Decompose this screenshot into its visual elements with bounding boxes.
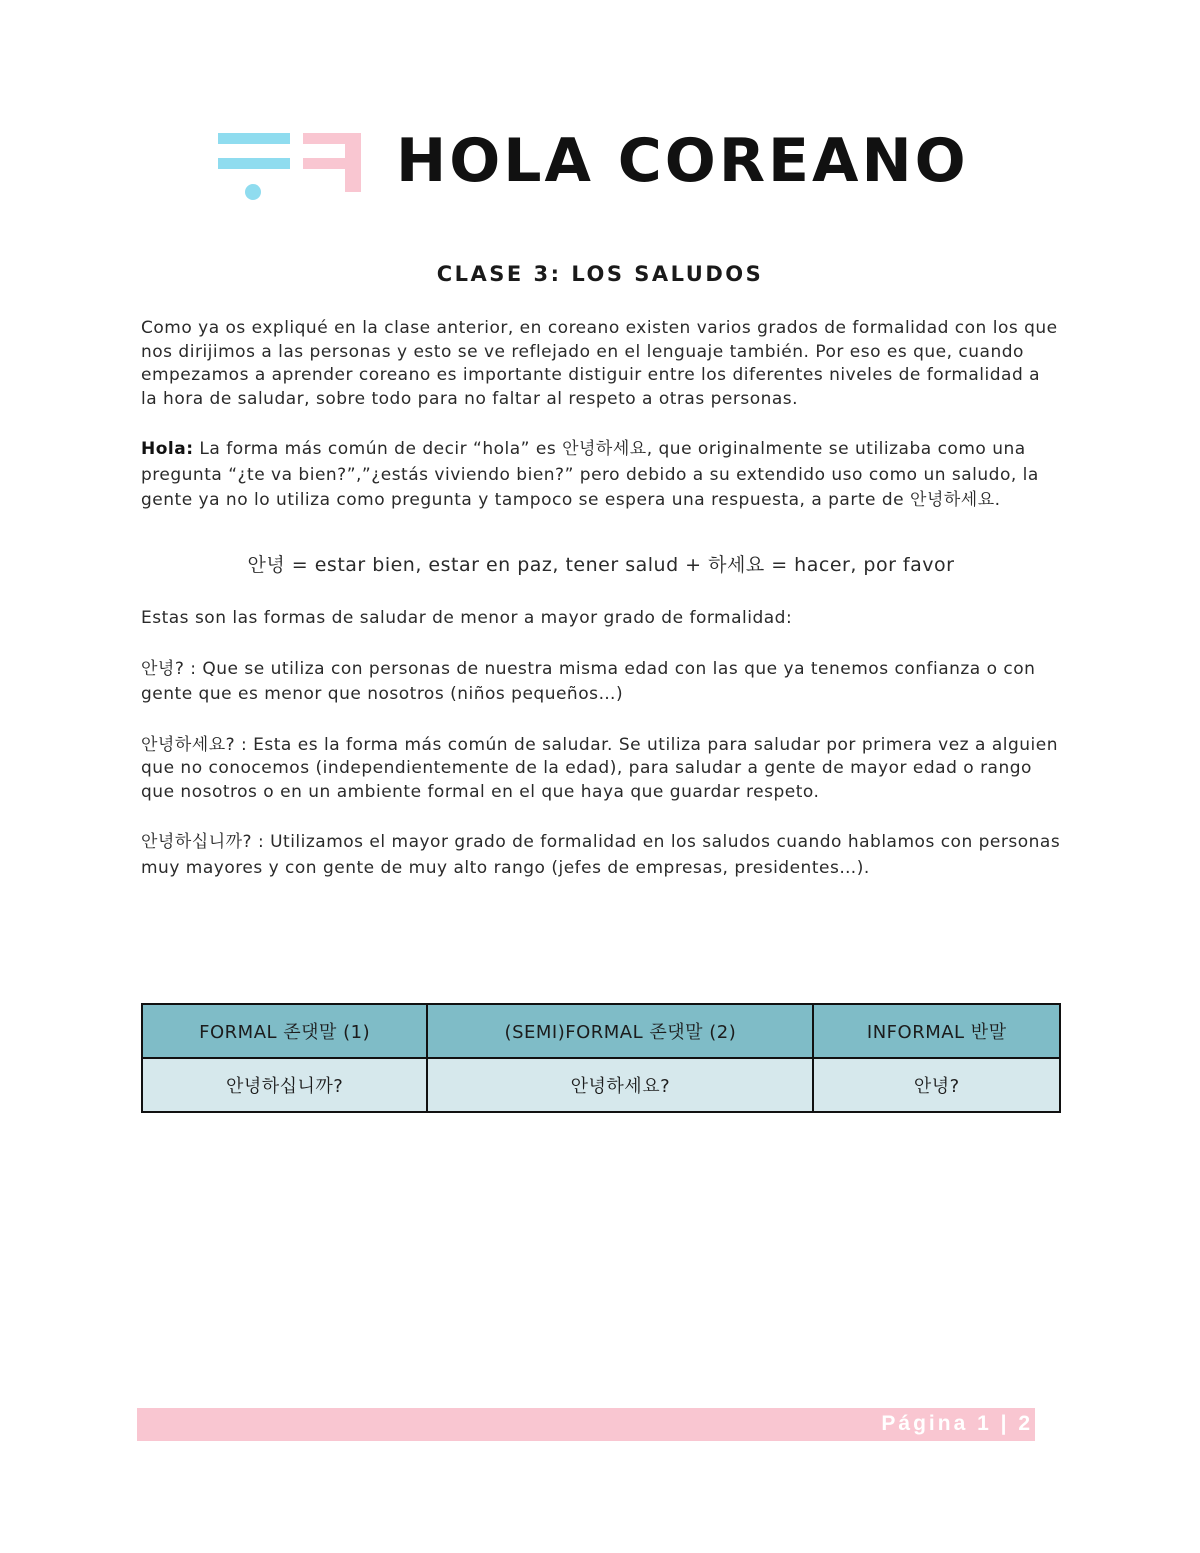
semiformal-paragraph: 안녕하세요? : Esta es la forma más común de saludar. Se utiliza para saludar por primera vez a alguien que no conocemos (independientemente de la edad), para saludar a gente de mayor edad o rango que nosotros o en un ambiente formal en el que haya que guardar respeto.: [141, 734, 1058, 802]
table-header-cell: FORMAL 존댓말 (1): [142, 1004, 427, 1058]
formula-line: 안녕 = estar bien, estar en paz, tener salud + 하세요 = hacer, por favor: [247, 553, 955, 576]
hola-paragraph: [141, 437, 1061, 514]
formal-paragraph: 안녕하십니까? : Utilizamos el mayor grado de formalidad en los saludos cuando hablamos con personas muy mayores y con gente de muy alto rango (jefes de empresas, presidentes…).: [141, 832, 1061, 878]
intro-paragraph: Como ya os expliqué en la clase anterior, en coreano existen varios grados de formalidad con los que nos dirijimos a las personas y esto se ve reflejado en el lenguaje también. Por eso es que, cuando empezamos a aprender coreano es importante distiguir entre los diferentes niveles de formalidad a la hora de saludar, sobre todo para no faltar al respeto a otras personas.: [141, 318, 1058, 409]
logo-text: HOLA COREANO: [396, 126, 969, 196]
table-cell: 안녕하세요?: [427, 1058, 813, 1112]
informal-paragraph: 안녕? : Que se utiliza con personas de nuestra misma edad con las que ya tenemos confianza o con gente que es menor que nosotros (niños pequeños…): [141, 658, 1036, 704]
document-body: [141, 317, 1061, 907]
table-cell: 안녕?: [813, 1058, 1060, 1112]
logo-icon: [218, 128, 363, 203]
table-header-row: [142, 1004, 1060, 1058]
table-cell: 안녕하십니까?: [142, 1058, 427, 1112]
table-header-cell: INFORMAL 반말: [813, 1004, 1060, 1058]
page-number: Página 1 | 2: [881, 1412, 1033, 1435]
logo: [218, 128, 978, 203]
greetings-table: [141, 1003, 1061, 1113]
footer-bar: [137, 1408, 1035, 1441]
page-title: CLASE 3: LOS SALUDOS: [436, 262, 764, 286]
hola-text: La forma más común de decir “hola” es 안녕하세요, que originalmente se utilizaba como una pregunta “¿te va bien?”,”¿estás viviendo bien?” pero debido a su extendido uso como un saludo, la gente ya no lo utiliza como pregunta y tampoco se espera una respuesta, a parte de 안녕하세요.: [141, 439, 1039, 510]
table-row: [142, 1058, 1060, 1112]
hola-label: Hola:: [141, 439, 194, 459]
table-header-cell: (SEMI)FORMAL 존댓말 (2): [427, 1004, 813, 1058]
forms-intro: Estas son las formas de saludar de menor a mayor grado de formalidad:: [141, 608, 793, 628]
